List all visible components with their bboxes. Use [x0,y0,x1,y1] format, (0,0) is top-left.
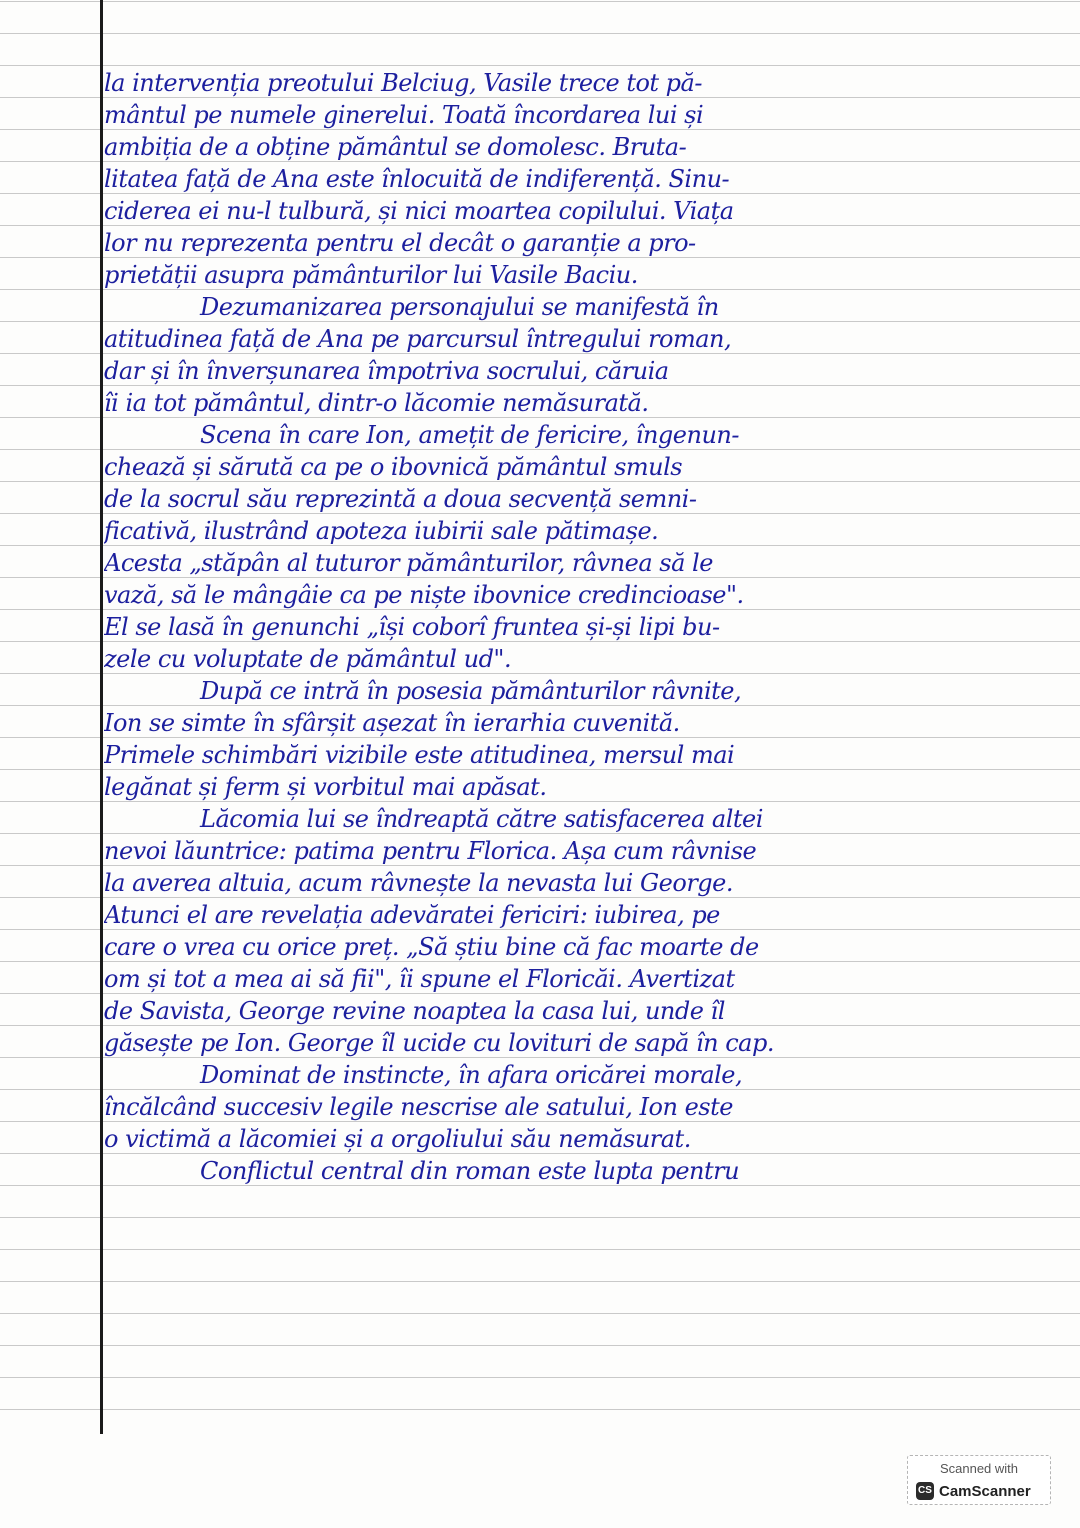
text-line: dar și în înverșunarea împotriva socrului, căruia [104,357,669,385]
text-line: mântul pe numele ginerelui. Toată încordarea lui și [104,101,704,129]
text-line: la intervenția preotului Belciug, Vasile trece tot pă- [104,69,702,97]
text-line: o victimă a lăcomiei și a orgoliului său nemăsurat. [104,1125,691,1153]
margin-line [100,0,103,1434]
scanner-brand [916,1481,1031,1501]
text-line: legănat și ferm și vorbitul mai apăsat. [104,773,547,801]
text-line: Primele schimbări vizibile este atitudinea, mersul mai [104,741,735,769]
text-line: la averea altuia, acum râvnește la nevasta lui George. [104,869,733,897]
text-line: care o vrea cu orice preț. „Să știu bine că fac moarte de [104,933,759,961]
text-line: Dominat de instincte, în afara oricărei morale, [200,1061,743,1089]
text-line: găsește pe Ion. George îl ucide cu lovituri de sapă în cap. [104,1029,774,1057]
text-line: chează și sărută ca pe o ibovnică pământul smuls [104,453,683,481]
text-line: de Savista, George revine noaptea la casa lui, unde îl [104,997,725,1025]
text-line: prietății asupra pământurilor lui Vasile Baciu. [104,261,638,289]
text-line: El se lasă în genunchi „își coborî fruntea și-și lipi bu- [104,613,720,641]
text-line: După ce intră în posesia pământurilor râvnite, [200,677,742,705]
text-line: vază, să le mângâie ca pe niște ibovnice credincioase". [104,581,744,609]
text-line: Atunci el are revelația adevăratei fericiri: iubirea, pe [104,901,720,929]
text-line: ficativă, ilustrând apoteza iubirii sale pătimașe. [104,517,659,545]
text-line: atitudinea față de Ana pe parcursul întregului roman, [104,325,732,353]
camscanner-logo-icon: CS [916,1482,934,1500]
text-line: om și tot a mea ai să fii", îi spune el Floricăi. Avertizat [104,965,735,993]
text-line: Ion se simte în sfârșit așezat în ierarhia cuvenită. [104,709,680,737]
text-line: Scena în care Ion, amețit de fericire, îngenun- [200,421,739,449]
text-line: de la socrul său reprezintă a doua secvență semni- [104,485,697,513]
scanner-app-name: CamScanner [939,1482,1031,1500]
text-line: ambiția de a obține pământul se domolesc. Bruta- [104,133,687,161]
text-line: litatea față de Ana este înlocuită de indiferență. Sinu- [104,165,730,193]
text-line: încălcând succesiv legile nescrise ale satului, Ion este [104,1093,733,1121]
text-line: Conflictul central din roman este lupta pentru [200,1157,740,1185]
handwritten-text [104,67,1029,1187]
text-line: Dezumanizarea personajului se manifestă în [200,293,719,321]
text-line: zele cu voluptate de pământul ud". [104,645,512,673]
text-line: îi ia tot pământul, dintr-o lăcomie nemăsurată. [104,389,649,417]
scanned-with-label: Scanned with [939,1461,1019,1476]
text-line: ciderea ei nu-l tulbură, și nici moartea copilului. Viața [104,197,734,225]
text-line: Acesta „stăpân al tuturor pământurilor, râvnea să le [104,549,713,577]
text-line: lor nu reprezenta pentru el decât o garanție a pro- [104,229,696,257]
text-line: nevoi lăuntrice: patima pentru Florica. Așa cum râvnise [104,837,757,865]
scanner-badge [907,1455,1051,1505]
text-line: Lăcomia lui se îndreaptă către satisfacerea altei [200,805,763,833]
